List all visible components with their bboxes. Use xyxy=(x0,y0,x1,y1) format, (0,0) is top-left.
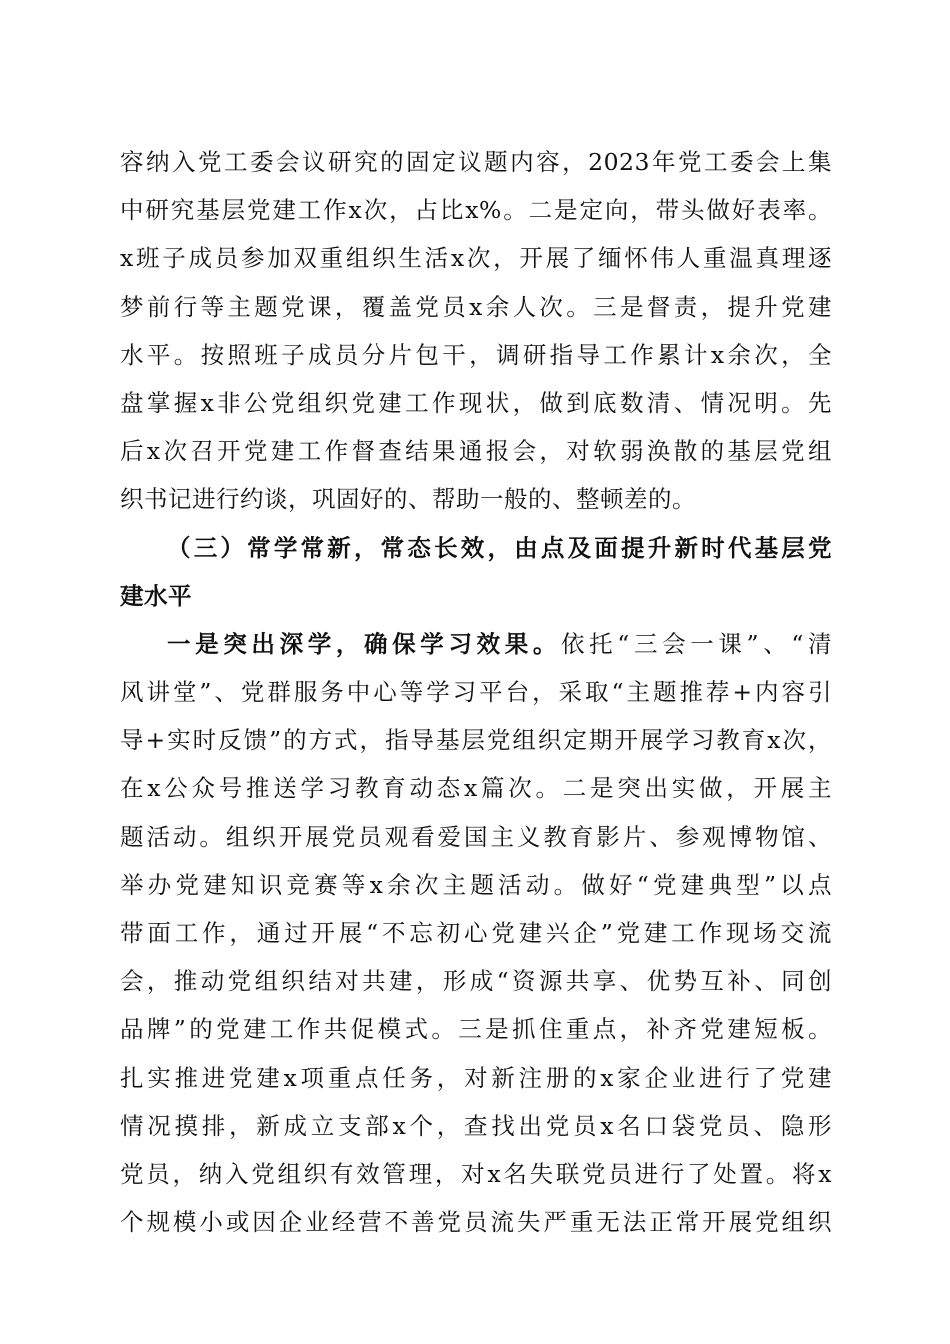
text-line-first xyxy=(120,620,832,668)
first-line-rest: 依托“三会一课”、“清 xyxy=(561,629,832,658)
heading-line: （三）常学常新，常态长效，由点及面提升新时代基层党 xyxy=(167,533,832,562)
text-line: 题活动。组织开展党员观看爱国主义教育影片、参观博物馆、 xyxy=(120,822,832,851)
text-line: 扎实推进党建x项重点任务，对新注册的x家企业进行了党建 xyxy=(120,1063,832,1092)
document-body xyxy=(120,138,832,1246)
text-line: 会，推动党组织结对共建，形成“资源共享、优势互补、同创 xyxy=(120,967,832,996)
text-line: 梦前行等主题党课，覆盖党员x余人次。三是督责，提升党建 xyxy=(120,292,832,321)
text-line: 带面工作，通过开展“不忘初心党建兴企”党建工作现场交流 xyxy=(120,919,832,947)
paragraph-study xyxy=(120,620,832,1246)
text-line: 举办党建知识竞赛等x余次主题活动。做好“党建典型”以点 xyxy=(120,870,832,899)
text-line: 导+实时反馈”的方式，指导基层党组织定期开展学习教育x次， xyxy=(120,726,832,755)
text-line: 风讲堂”、党群服务中心等学习平台，采取“主题推荐+内容引 xyxy=(120,678,832,707)
section-heading xyxy=(120,524,832,620)
text-line: 容纳入党工委会议研究的固定议题内容，2023年党工委会上集 xyxy=(120,148,832,176)
text-line: 个规模小或因企业经营不善党员流失严重无法正常开展党组织 xyxy=(120,1208,832,1237)
heading-line: 建水平 xyxy=(120,581,192,610)
lead-phrase: 一是突出深学，确保学习效果。 xyxy=(167,629,562,658)
paragraph-leadership xyxy=(120,138,832,524)
text-line: 中研究基层党建工作x次，占比x%。二是定向，带头做好表率。 xyxy=(120,196,832,225)
text-line: 情况摸排，新成立支部x个，查找出党员x名口袋党员、隐形 xyxy=(120,1111,832,1140)
text-line: 品牌”的党建工作共促模式。三是抓住重点，补齐党建短板。 xyxy=(120,1015,832,1044)
text-line: 水平。按照班子成员分片包干，调研指导工作累计x余次，全 xyxy=(120,340,832,369)
text-line: 后x次召开党建工作督查结果通报会，对软弱涣散的基层党组 xyxy=(120,437,832,466)
text-line: 党员，纳入党组织有效管理，对x名失联党员进行了处置。将x xyxy=(120,1159,832,1188)
text-line: x班子成员参加双重组织生活x次，开展了缅怀伟人重温真理逐 xyxy=(120,244,832,273)
text-line: 在x公众号推送学习教育动态x篇次。二是突出实做，开展主 xyxy=(120,774,832,803)
text-line: 织书记进行约谈，巩固好的、帮助一般的、整顿差的。 xyxy=(120,485,696,514)
text-line: 盘掌握x非公党组织党建工作现状，做到底数清、情况明。先 xyxy=(120,388,832,417)
